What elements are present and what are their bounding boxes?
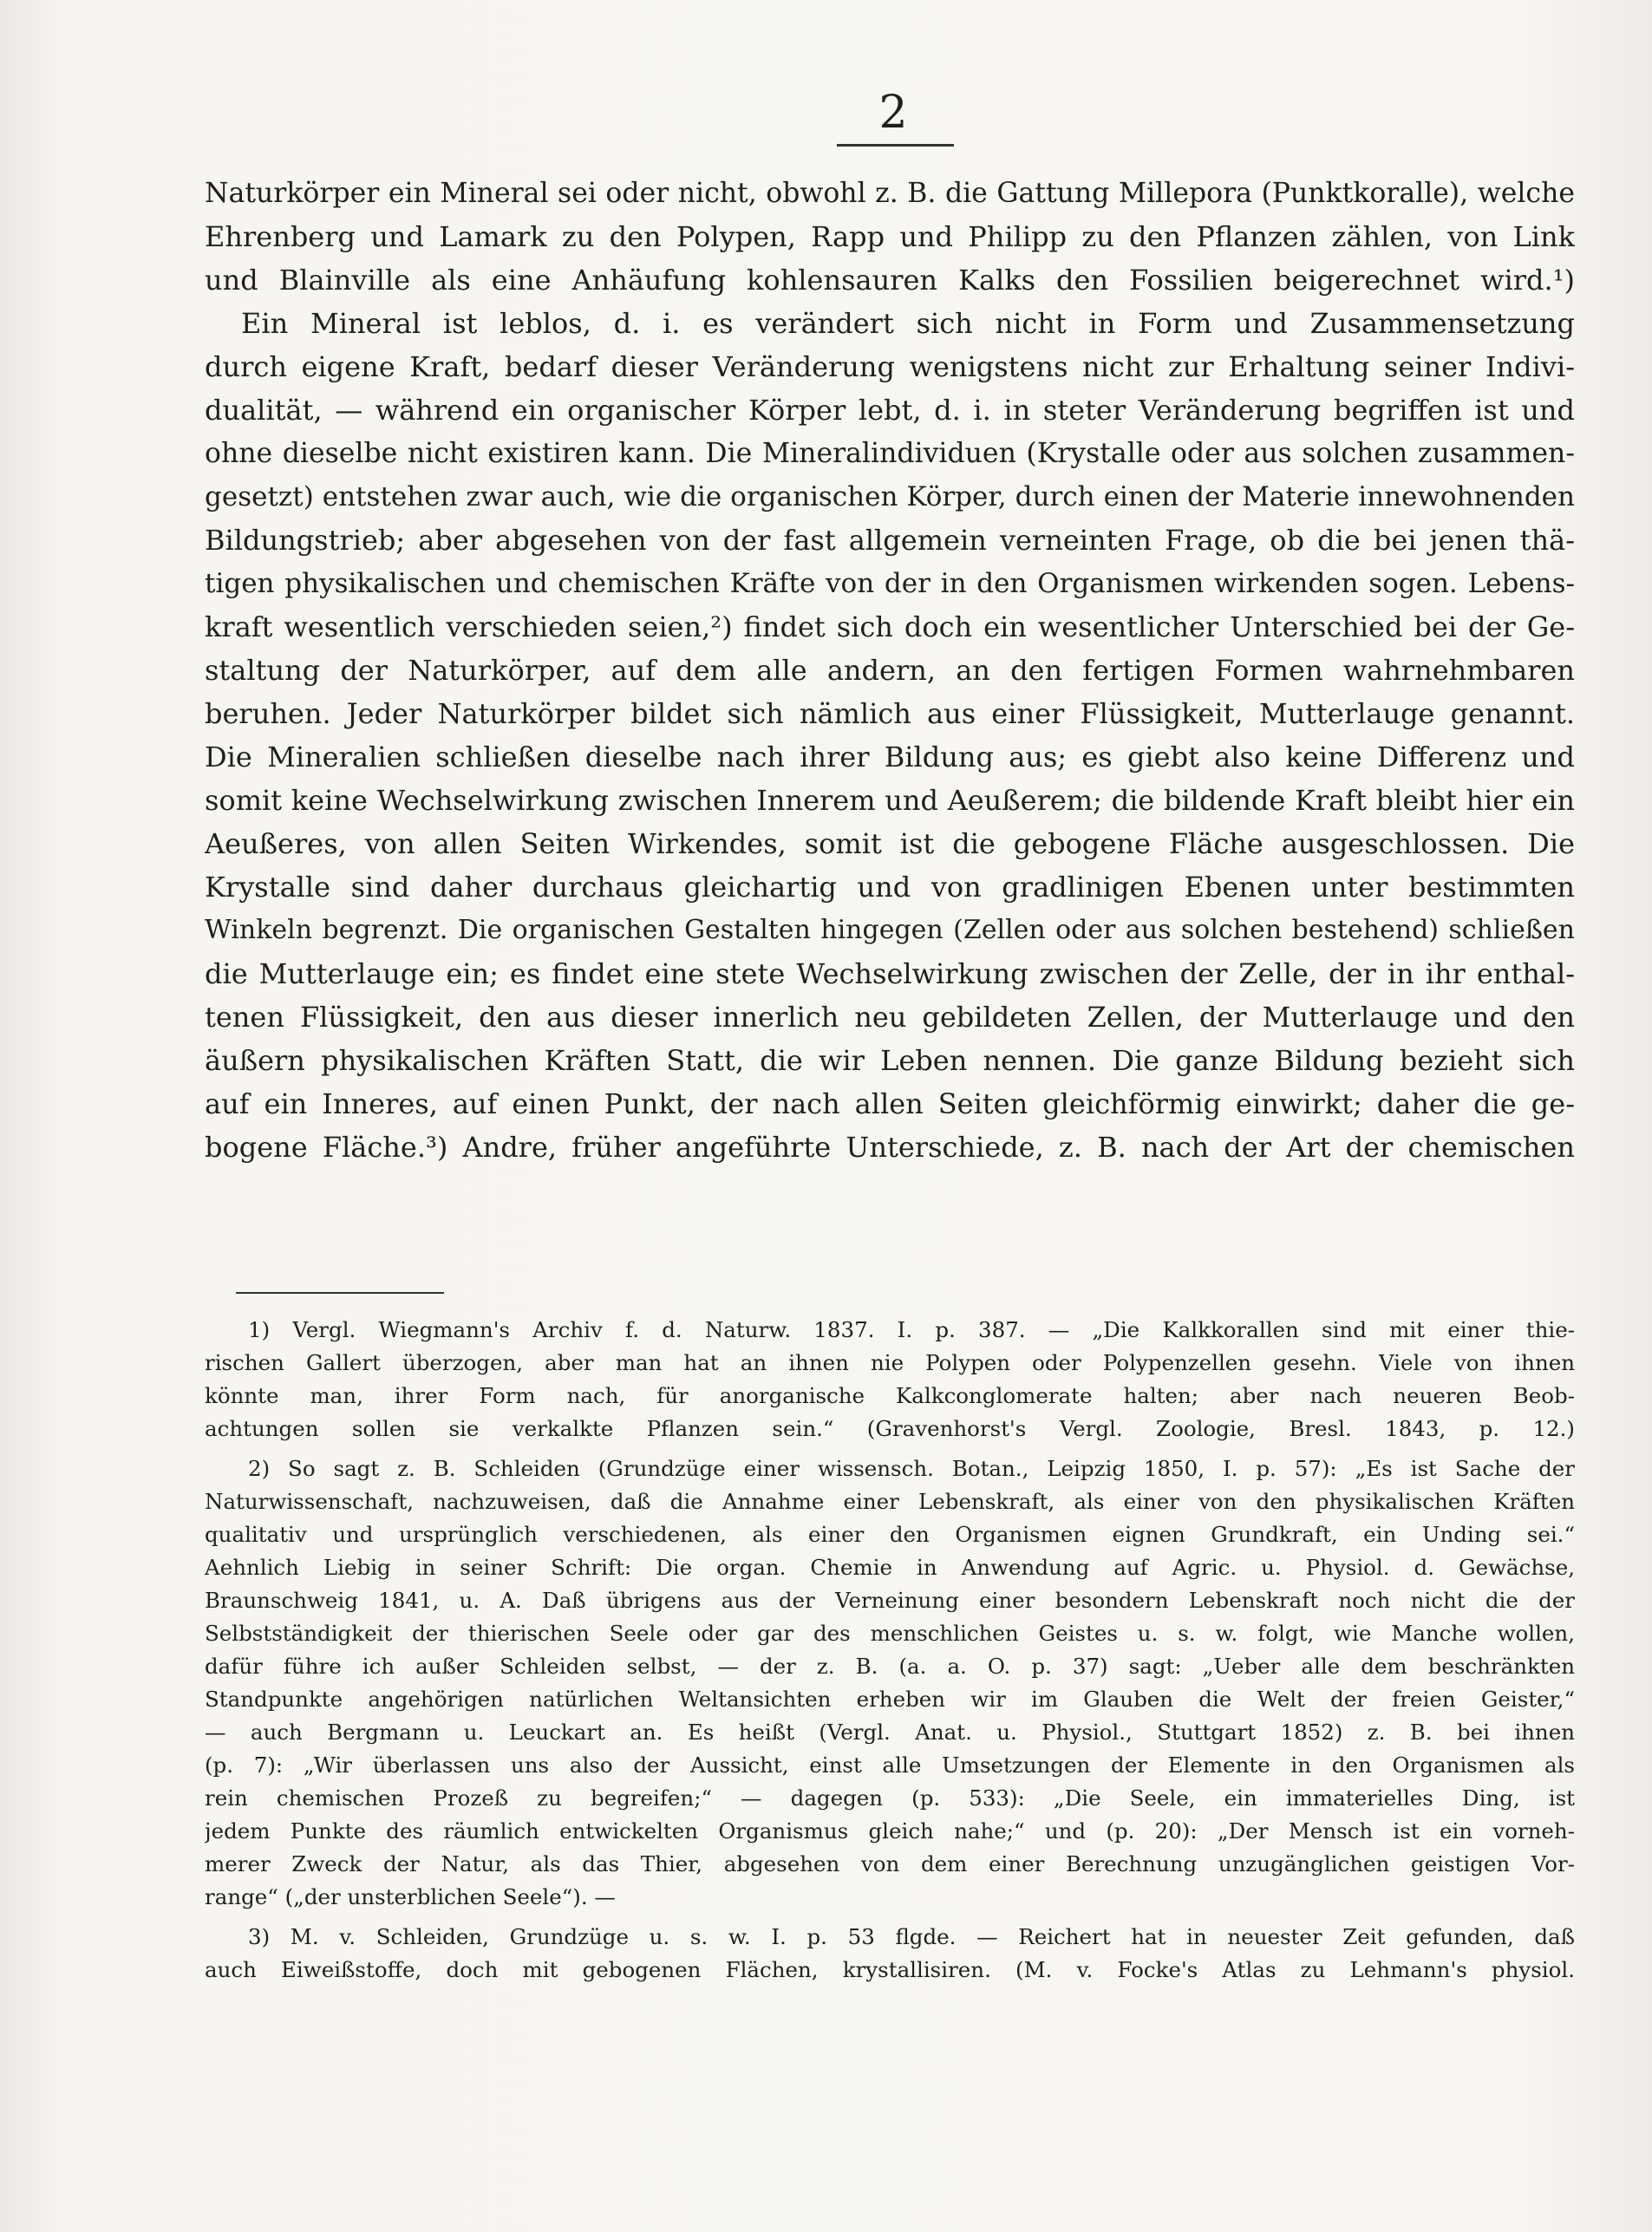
body-line: auf ein Inneres, auf einen Punkt, der nach allen Seiten gleichförmig einwirkt; daher die ge- [205, 1087, 1575, 1120]
body-line: die Mutterlauge ein; es findet eine stete Wechselwirkung zwischen der Zelle, der in ihr enthal- [205, 957, 1575, 990]
footnote-line: (p. 7): „Wir überlassen uns also der Aussicht, einst alle Umsetzungen der Elemente in den Organismen als [205, 1752, 1575, 1778]
body-line: Naturkörper ein Mineral sei oder nicht, obwohl z. B. die Gattung Millepora (Punktkoralle), welche [205, 178, 1575, 209]
body-text [205, 172, 1575, 1169]
body-line: Bildungstrieb; aber abgesehen von der fast allgemein verneinten Frage, ob die bei jenen thä- [205, 524, 1575, 557]
body-line: gesetzt) entstehen zwar auch, wie die organischen Körper, durch einen der Materie innewohnenden [205, 481, 1575, 512]
body-line: tigen physikalischen und chemischen Kräfte von der in den Organismen wirkenden sogen. Lebens- [205, 568, 1575, 599]
body-line: kraft wesentlich verschieden seien,²) findet sich doch ein wesentlicher Unterschied bei der Ge- [205, 610, 1575, 643]
body-line: Krystalle sind daher durchaus gleichartig und von gradlinigen Ebenen unter bestimmten [205, 871, 1575, 904]
footnote-line: Aehnlich Liebig in seiner Schrift: Die organ. Chemie in Anwendung auf Agric. u. Physiol. d. Gewächse, [205, 1555, 1575, 1580]
body-line: Die Mineralien schließen dieselbe nach ihrer Bildung aus; es giebt also keine Differenz und [205, 741, 1575, 773]
footnote-line: merer Zweck der Natur, als das Thier, abgesehen von dem einer Berechnung unzugänglichen geistigen Vor- [205, 1851, 1575, 1876]
footnote-line: 1) Vergl. Wiegmann's Archiv f. d. Naturw. 1837. I. p. 387. — „Die Kalkkorallen sind mit einer thie- [248, 1317, 1575, 1342]
body-line: durch eigene Kraft, bedarf dieser Veränderung wenigstens nicht zur Erhaltung seiner Indivi- [205, 350, 1575, 383]
footnote-line: 3) M. v. Schleiden, Grundzüge u. s. w. I. p. 53 flgde. — Reichert hat in neuester Zeit gefunden, daß [248, 1924, 1575, 1949]
footnote-line: 2) So sagt z. B. Schleiden (Grundzüge einer wissensch. Botan., Leipzig 1850, I. p. 57): „Es ist Sache der [248, 1456, 1575, 1481]
page-number-underline [837, 144, 954, 147]
footnote-separator [236, 1292, 444, 1294]
footnote-line: Braunschweig 1841, u. A. Daß übrigens aus der Verneinung einer besondern Lebenskraft noch nicht die der [205, 1588, 1575, 1613]
body-line: äußern physikalischen Kräften Statt, die wir Leben nennen. Die ganze Bildung bezieht sich [205, 1044, 1575, 1077]
footnote-line: range“ („der unsterblichen Seele“). — [205, 1884, 616, 1909]
footnote-line: — auch Bergmann u. Leuckart an. Es heißt (Vergl. Anat. u. Physiol., Stuttgart 1852) z. B. bei ihnen [205, 1720, 1575, 1745]
footnote-line: Selbstständigkeit der thierischen Seele oder gar des menschlichen Geistes u. s. w. folgt, wie Manche wollen, [205, 1621, 1575, 1646]
footnote-line: Naturwissenschaft, nachzuweisen, daß die Annahme einer Lebenskraft, als einer von den physikalischen Kräften [205, 1489, 1575, 1514]
footnote-gap [205, 1914, 1575, 1921]
footnote-line: jedem Punkte des räumlich entwickelten Organismus gleich nahe;“ und (p. 20): „Der Mensch ist ein vorneh- [205, 1818, 1575, 1844]
footnote-line: auch Eiweißstoffe, doch mit gebogenen Flächen, krystallisiren. (M. v. Focke's Atlas zu Lehmann's physiol. [205, 1957, 1575, 1982]
footnote-line: Standpunkte angehörigen natürlichen Weltansichten erheben wir im Glauben die Welt der freien Geister,“ [205, 1687, 1575, 1712]
footnote-line: achtungen sollen sie verkalkte Pflanzen sein.“ (Gravenhorst's Vergl. Zoologie, Bresl. 1843, p. 12.) [205, 1416, 1575, 1441]
body-line: Ehrenberg und Lamark zu den Polypen, Rapp und Philipp zu den Pflanzen zählen, von Link [205, 220, 1575, 253]
body-line: beruhen. Jeder Naturkörper bildet sich nämlich aus einer Flüssigkeit, Mutterlauge genannt. [205, 697, 1575, 730]
body-line: dualität, — während ein organischer Körper lebt, d. i. in steter Veränderung begriffen ist und [205, 394, 1575, 427]
body-line: Aeußeres, von allen Seiten Wirkendes, somit ist die gebogene Fläche ausgeschlossen. Die [205, 827, 1575, 860]
body-line: ohne dieselbe nicht existiren kann. Die Mineralindividuen (Krystalle oder aus solchen zusammen- [205, 438, 1575, 469]
body-line: somit keine Wechselwirkung zwischen Innerem und Aeußerem; die bildende Kraft bleibt hier ein [205, 784, 1575, 817]
body-line: Ein Mineral ist leblos, d. i. es verändert sich nicht in Form und Zusammensetzung [241, 307, 1575, 340]
body-line: Winkeln begrenzt. Die organischen Gestalten hingegen (Zellen oder aus solchen bestehend) schließen [205, 915, 1575, 945]
footnote-line: dafür führe ich außer Schleiden selbst, — der z. B. (a. a. O. p. 37) sagt: „Ueber alle dem beschränkten [205, 1654, 1575, 1679]
footnote-line: rein chemischen Prozeß zu begreifen;“ — dagegen (p. 533): „Die Seele, ein immaterielles Ding, ist [205, 1785, 1575, 1811]
footnote-line: rischen Gallert überzogen, aber man hat an ihnen nie Polypen oder Polypenzellen gesehn. Viele von ihnen [205, 1350, 1575, 1375]
footnotes [205, 1314, 1575, 1987]
body-line: staltung der Naturkörper, auf dem alle andern, an den fertigen Formen wahrnehmbaren [205, 654, 1575, 687]
body-line: und Blainville als eine Anhäufung kohlensauren Kalks den Fossilien beigerechnet wird.¹) [205, 264, 1575, 297]
page-number: 2 [878, 87, 908, 139]
body-line: tenen Flüssigkeit, den aus dieser innerlich neu gebildeten Zellen, der Mutterlauge und den [205, 1001, 1575, 1034]
footnote-line: könnte man, ihrer Form nach, für anorganische Kalkconglomerate halten; aber nach neueren Beob- [205, 1383, 1575, 1408]
footnote-gap [205, 1446, 1575, 1452]
footnote-line: qualitativ und ursprünglich verschiedenen, als einer den Organismen eignen Grundkraft, ein Unding sei.“ [205, 1522, 1575, 1547]
body-line: bogene Fläche.³) Andre, früher angeführte Unterschiede, z. B. nach der Art der chemischen [205, 1131, 1575, 1164]
